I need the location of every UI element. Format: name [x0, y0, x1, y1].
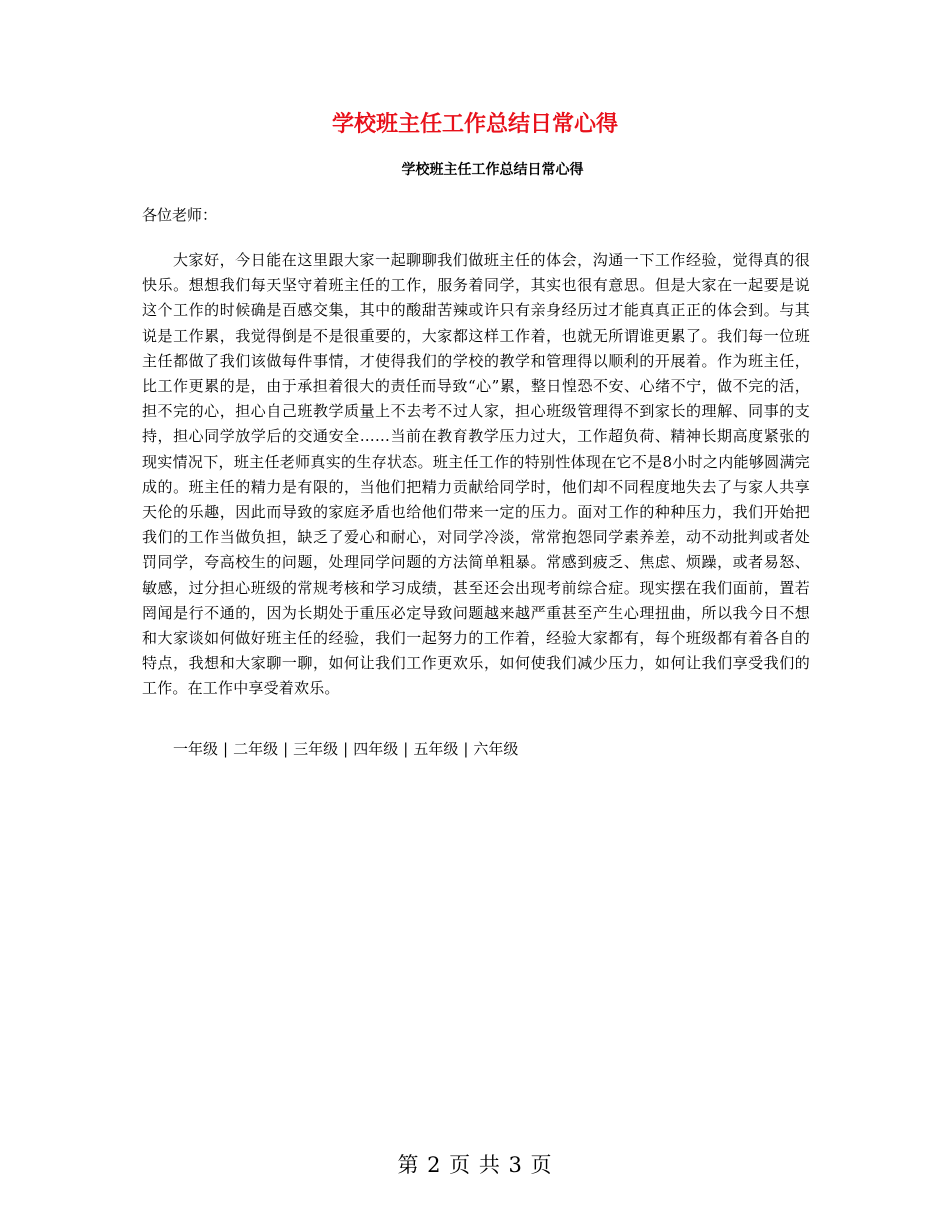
grade-link-1[interactable]: 一年级	[173, 740, 219, 758]
grade-link-5[interactable]: 五年级	[413, 740, 459, 758]
greeting: 各位老师：	[142, 206, 218, 224]
separator: |	[403, 740, 409, 758]
page-footer: 第 2 页 共 3 页	[397, 1153, 553, 1177]
grade-link-4[interactable]: 四年级	[353, 740, 399, 758]
grade-links	[173, 738, 518, 760]
separator: |	[343, 740, 349, 758]
separator: |	[223, 740, 229, 758]
separator: |	[463, 740, 469, 758]
grade-link-2[interactable]: 二年级	[233, 740, 279, 758]
document-title: 学校班主任工作总结日常心得	[331, 112, 618, 137]
grade-link-6[interactable]: 六年级	[473, 740, 519, 758]
document-subtitle: 学校班主任工作总结日常心得	[401, 162, 584, 178]
grade-link-3[interactable]: 三年级	[293, 740, 339, 758]
separator: |	[283, 740, 289, 758]
body-paragraph: 大家好，今日能在这里跟大家一起聊聊我们做班主任的体会，沟通一下工作经验，觉得真的很快乐。想想我们每天坚守着班主任的工作，服务着同学，其实也很有意思。但是大家在一起要是说这个工作的时候确是百感交集，其中的酸甜苦辣或许只有亲身经历过才能真真正正的体会到。与其说是工作累，我觉得倒是不是很重要的，大家都这样工作着，也就无所谓谁更累了。我们每一位班主任都做了我们该做每件事情，才使得我们的学校的教学和管理得以顺利的开展着。作为班主任，比工作更累的是，由于承担着很大的责任而导致“心”累，整日惶恐不安、心绪不宁，做不完的活，担不完的心，担心自己班教学质量上不去考不过人家，担心班级管理得不到家长的理解、同事的支持，担心同学放学后的交通安全……当前在教育教学压力过大，工作超负荷、精神长期高度紧张的现实情况下，班主任老师真实的生存状态。班主任工作的特别性体现在它不是8小时之内能够圆满完成的。班主任的精力是有限的，当他们把精力贡献给同学时，他们却不同程度地失去了与家人共享天伦的乐趣，因此而导致的家庭矛盾也给他们带来一定的压力。面对工作的种种压力，我们开始把我们的工作当做负担，缺乏了爱心和耐心，对同学冷淡，常常抱怨同学素养差，动不动批判或者处罚同学，夸高校生的问题，处理同学问题的方法简单粗暴。常感到疲乏、焦虑、烦躁，或者易怒、敏感，过分担心班级的常规考核和学习成绩，甚至还会出现考前综合症。现实摆在我们面前，置若罔闻是行不通的，因为长期处于重压必定导致问题越来越严重甚至产生心理扭曲，所以我今日不想和大家谈如何做好班主任的经验，我们一起努力的工作着，经验大家都有，每个班级都有着各自的特点，我想和大家聊一聊，如何让我们工作更欢乐，如何使我们减少压力，如何让我们享受我们的工作。在工作中享受着欢乐。	[142, 251, 810, 698]
